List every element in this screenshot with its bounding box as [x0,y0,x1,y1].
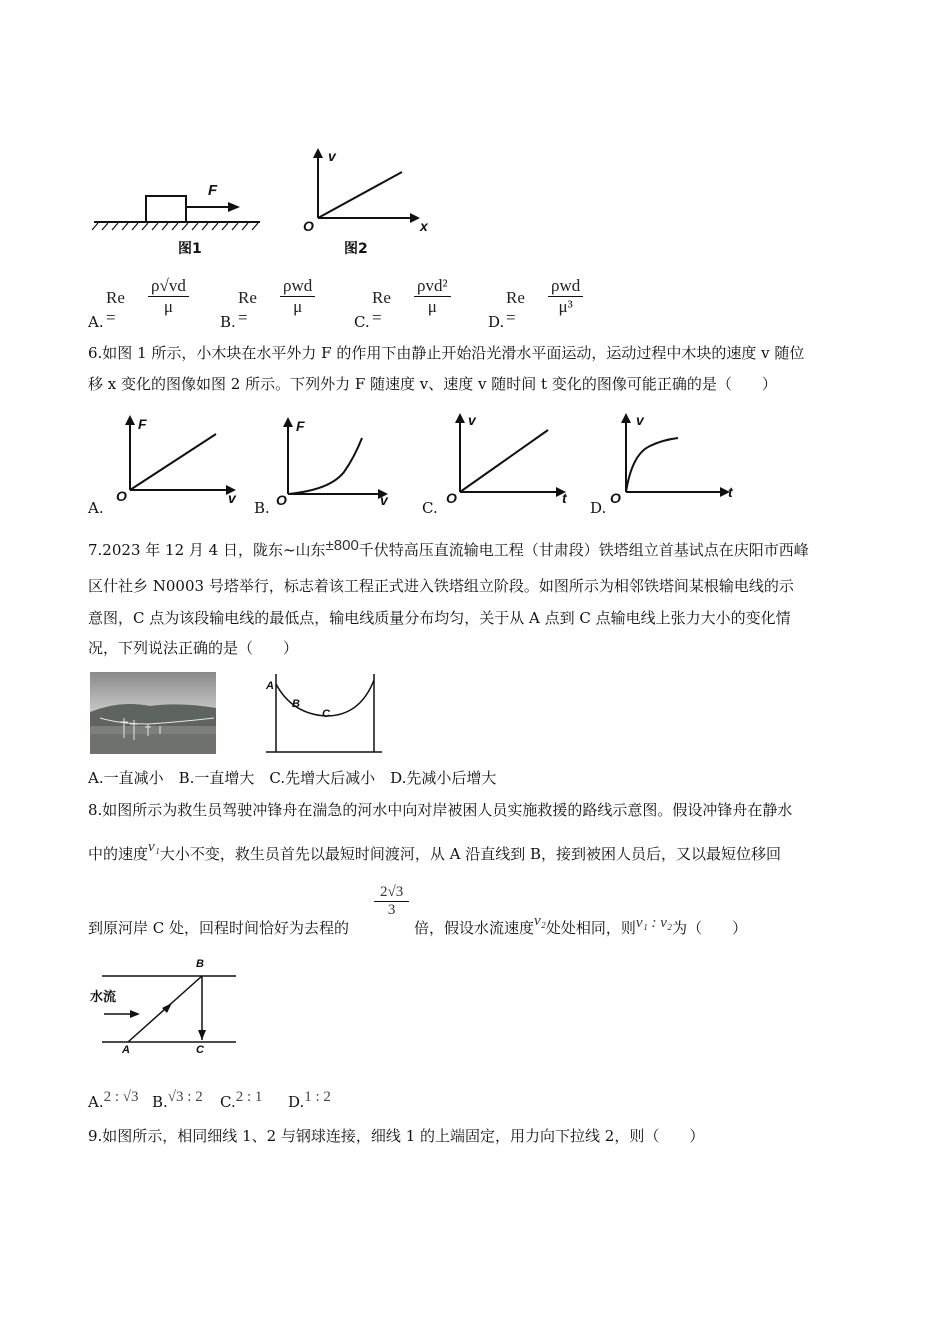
power-line-diagram [262,672,384,756]
q8-option-d: D.1 : 2 [288,1089,331,1111]
q6-graph-b [274,412,394,504]
q6-line-2: 移 x 变化的图像如图 2 所示。下列外力 F 随速度 v、速度 v 随时间 t 变化的图像可能正确的是（ ） [88,375,777,393]
q7-line-1: 7.2023 年 12 月 4 日，陇东~山东±800千伏特高压直流输电工程（甘肃段）铁塔组立首基试点在庆阳市西峰 [88,537,809,559]
q6-graphs: A. F v O B. F v O C. v t O D. v t O [88,412,848,518]
wooden-block [146,196,186,222]
time-ratio-fraction: $\frac{2√3}{3}$ [374,884,409,919]
figure-2-x-label: x [420,218,428,234]
q8-option-c: C.2 : 1 [220,1089,263,1111]
point-b-label: B [196,958,204,970]
figure-1-block [92,170,262,262]
figure-2-y-label: v [328,148,336,164]
q8-line-2: 中的速度v₁大小不变，救生员首先以最短时间渡河，从 A 沿直线到 B，接到被困人员后，又以最短位移回 [88,839,782,863]
q8-line-1: 8.如图所示为救生员驾驶冲锋舟在湍急的河水中向对岸被困人员实施救援的路线示意图。假设冲锋舟在静水 [88,801,793,819]
point-b-label: B [292,698,300,710]
figure-1-caption: 图1 [178,241,202,257]
transmission-tower-photo [90,672,216,754]
figure-2-block [296,146,436,264]
q6-graph-a [114,412,244,504]
point-a-label: A [122,1044,130,1056]
q6-option-c-letter: C. [422,499,438,517]
v1-symbol: v₁ [148,839,160,855]
q6-option-a-letter: A. [88,499,104,517]
speed-ratio: v₁ : v₂ [635,915,673,931]
point-c-label: C [196,1044,204,1056]
q6-option-b-letter: B. [254,499,270,517]
figure-1-drawing [92,170,262,262]
q9-line-1: 9.如图所示，相同细线 1、2 与钢球连接，细线 1 的上端固定，用力向下拉线 2，则（ ） [88,1127,705,1145]
q6-line-1: 6.如图 1 所示，小木块在水平外力 F 的作用下由静止开始沿光滑水平面运动，运动过程中木块的速度 v 随位 [88,344,805,362]
figure-2-origin: O [303,218,314,234]
q6-graph-d [612,412,742,504]
q7-line-4: 况，下列说法正确的是（ ） [88,639,299,657]
q7-line-2: 区什社乡 N0003 号塔举行，标志着该工程正式进入铁塔组立阶段。如图所示为相邻铁塔间某根输电线的示 [88,577,794,595]
q7-options: A.一直减小 B.一直增大 C.先增大后减小 D.先减小后增大 [88,769,497,787]
water-flow-label: 水流 [90,990,117,1005]
q8-option-b: B.√3 : 2 [152,1089,203,1111]
q8-line-3: 到原河岸 C 处，回程时间恰好为去程的 [88,919,350,937]
q7-line-3: 意图，C 点为该段输电线的最低点，输电线质量分布均匀，关于从 A 点到 C 点输电线上张力大小的变化情 [88,609,791,627]
figure-2-caption: 图2 [344,241,368,257]
q6-option-d-letter: D. [590,499,607,517]
point-c-label: C [322,708,330,720]
river-crossing-diagram [90,956,242,1064]
q8-line-3-tail: 倍，假设水流速度v₂处处相同，则v₁ : v₂为（ ） [414,913,748,937]
q6-graph-c [444,412,574,504]
v2-symbol: v₂ [534,913,546,929]
force-label: F [208,182,218,199]
voltage-value: ±800 [325,537,359,554]
q8-option-a: A.2 : √3 [88,1089,139,1111]
point-a-label: A [266,680,274,692]
